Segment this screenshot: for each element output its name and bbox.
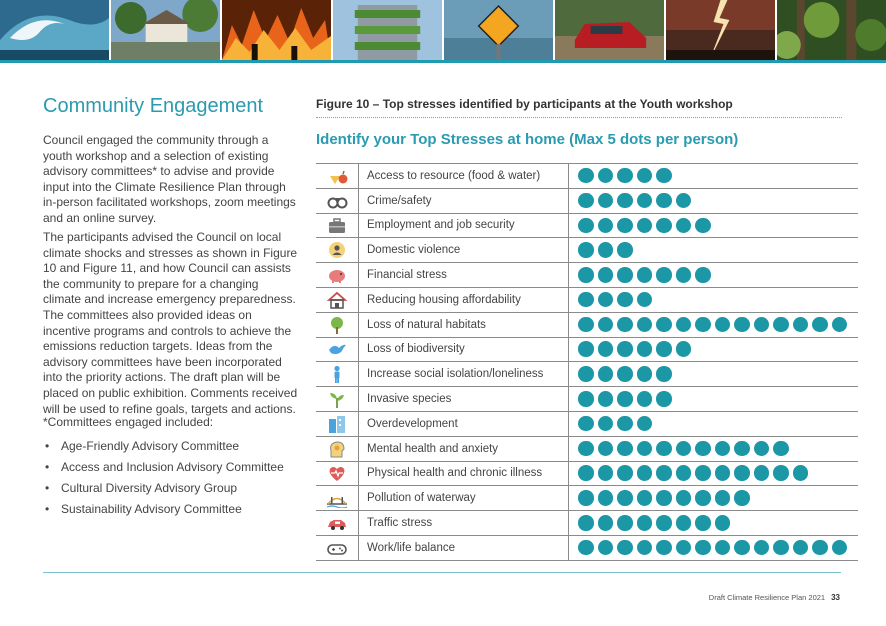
- vote-dot: [637, 416, 653, 432]
- vote-dot: [695, 515, 711, 531]
- row-icon-cell: [316, 511, 359, 536]
- table-row: [316, 486, 858, 511]
- page-number: 33: [831, 593, 840, 602]
- vote-dot: [578, 515, 594, 531]
- stress-label: Financial stress: [359, 263, 569, 288]
- page-footer: [709, 593, 840, 602]
- table-row: [316, 535, 858, 560]
- stress-label: Loss of biodiversity: [359, 337, 569, 362]
- stress-label: Crime/safety: [359, 188, 569, 213]
- row-icon-cell: [316, 337, 359, 362]
- row-icon-cell: [316, 164, 359, 189]
- banner-photo-bushfire: [222, 0, 333, 60]
- vote-dot: [715, 490, 731, 506]
- vote-dot: [578, 366, 594, 382]
- stress-label: Mental health and anxiety: [359, 436, 569, 461]
- table-row: [316, 411, 858, 436]
- vote-dot: [656, 391, 672, 407]
- dot-votes: [569, 362, 859, 387]
- banner-photo-flooded-car: [555, 0, 666, 60]
- vote-dot: [617, 267, 633, 283]
- vote-dot: [598, 366, 614, 382]
- vote-dot: [695, 267, 711, 283]
- vote-dot: [676, 441, 692, 457]
- bird-icon: [326, 339, 348, 359]
- vote-dot: [617, 515, 633, 531]
- vote-dot: [656, 267, 672, 283]
- vote-dot: [754, 540, 770, 556]
- banner-accent-line: [0, 60, 886, 63]
- table-row: [316, 287, 858, 312]
- vote-dot: [578, 490, 594, 506]
- vote-dot: [598, 490, 614, 506]
- tree-icon: [326, 315, 348, 335]
- row-icon-cell: [316, 535, 359, 560]
- stress-label: Invasive species: [359, 387, 569, 412]
- stress-label: Traffic stress: [359, 511, 569, 536]
- stress-label: Work/life balance: [359, 535, 569, 560]
- vote-dot: [617, 391, 633, 407]
- vote-dot: [617, 193, 633, 209]
- vote-dot: [598, 341, 614, 357]
- stress-table: [316, 163, 858, 561]
- vote-dot: [578, 341, 594, 357]
- vote-dot: [793, 540, 809, 556]
- banner-photo-flooded-road-sign: [444, 0, 555, 60]
- vote-dot: [637, 292, 653, 308]
- stress-label: Physical health and chronic illness: [359, 461, 569, 486]
- vote-dot: [617, 416, 633, 432]
- vote-dot: [598, 416, 614, 432]
- vote-dot: [832, 540, 848, 556]
- table-row: [316, 312, 858, 337]
- vote-dot: [695, 317, 711, 333]
- vote-dot: [695, 218, 711, 234]
- vote-dot: [695, 441, 711, 457]
- banner-photo-forest: [777, 0, 886, 60]
- list-item: • Age-Friendly Advisory Committee: [43, 438, 284, 459]
- vote-dot: [637, 267, 653, 283]
- dot-votes: [569, 387, 859, 412]
- row-icon-cell: [316, 188, 359, 213]
- vote-dot: [578, 465, 594, 481]
- vote-dot: [617, 341, 633, 357]
- table-row: [316, 436, 858, 461]
- list-item: • Cultural Diversity Advisory Group: [43, 480, 284, 501]
- dot-votes: [569, 213, 859, 238]
- vote-dot: [656, 490, 672, 506]
- engagement-paragraph-1: Council engaged the community through a youth workshop and a selection of existing advisory committees* to advise and provide input into the Climate Resilience Plan through in-person facilitated workshops, zoom meetings and an online survey.: [43, 133, 296, 225]
- vote-dot: [637, 540, 653, 556]
- house-icon: [326, 290, 348, 310]
- table-row: [316, 238, 858, 263]
- vote-dot: [637, 317, 653, 333]
- vote-dot: [734, 540, 750, 556]
- dot-votes: [569, 486, 859, 511]
- list-item: • Sustainability Advisory Committee: [43, 501, 284, 522]
- piggy-bank-icon: [326, 265, 348, 285]
- vote-dot: [676, 490, 692, 506]
- vote-dot: [773, 441, 789, 457]
- vote-dot: [656, 193, 672, 209]
- vote-dot: [617, 168, 633, 184]
- chart-title: Identify your Top Stresses at home (Max 5 dots per person): [316, 131, 739, 148]
- table-row: [316, 164, 858, 189]
- vote-dot: [695, 540, 711, 556]
- vote-dot: [598, 465, 614, 481]
- vote-dot: [676, 317, 692, 333]
- vote-dot: [617, 317, 633, 333]
- dot-votes: [569, 411, 859, 436]
- vote-dot: [812, 540, 828, 556]
- dot-votes: [569, 312, 859, 337]
- vote-dot: [656, 341, 672, 357]
- person-circle-icon: [326, 240, 348, 260]
- vote-dot: [715, 317, 731, 333]
- vote-dot: [598, 242, 614, 258]
- vote-dot: [754, 465, 770, 481]
- table-row: [316, 461, 858, 486]
- row-icon-cell: [316, 486, 359, 511]
- table-row: [316, 337, 858, 362]
- vote-dot: [578, 218, 594, 234]
- vote-dot: [578, 441, 594, 457]
- sprout-icon: [326, 389, 348, 409]
- vote-dot: [656, 465, 672, 481]
- vote-dot: [637, 193, 653, 209]
- vote-dot: [637, 441, 653, 457]
- stress-label: Domestic violence: [359, 238, 569, 263]
- vote-dot: [617, 441, 633, 457]
- briefcase-icon: [326, 215, 348, 235]
- vote-dot: [637, 515, 653, 531]
- vote-dot: [754, 317, 770, 333]
- vote-dot: [656, 317, 672, 333]
- dot-votes: [569, 287, 859, 312]
- vote-dot: [598, 193, 614, 209]
- vote-dot: [598, 292, 614, 308]
- vote-dot: [695, 465, 711, 481]
- car-icon: [326, 513, 348, 533]
- head-icon: [326, 439, 348, 459]
- vote-dot: [617, 540, 633, 556]
- handcuffs-icon: [326, 191, 348, 211]
- vote-dot: [715, 515, 731, 531]
- banner-photo-green-building: [333, 0, 444, 60]
- engagement-paragraph-2: The participants advised the Council on local climate shocks and stresses as shown in Figure 10 and Figure 11, and how Council can assists the community to prepare for a changing climate and increase emergency preparedness. The committees also provided ideas on incentive programs and controls to achieve the emissions reduction targets. Ideas from the advisory committees have been incorporated into the priority actions. The draft plan will be placed on public exhibition. Comments received will be used to refine goals, targets and actions.: [43, 230, 298, 416]
- vote-dot: [578, 168, 594, 184]
- figure-title: Figure 10 – Top stresses identified by participants at the Youth workshop: [316, 97, 733, 111]
- row-icon-cell: [316, 387, 359, 412]
- row-icon-cell: [316, 461, 359, 486]
- vote-dot: [598, 540, 614, 556]
- vote-dot: [637, 341, 653, 357]
- vote-dot: [637, 168, 653, 184]
- row-icon-cell: [316, 213, 359, 238]
- bridge-icon: [326, 488, 348, 508]
- vote-dot: [773, 465, 789, 481]
- vote-dot: [598, 391, 614, 407]
- person-icon: [326, 364, 348, 384]
- vote-dot: [637, 465, 653, 481]
- vote-dot: [617, 490, 633, 506]
- vote-dot: [793, 317, 809, 333]
- vote-dot: [617, 218, 633, 234]
- vote-dot: [676, 465, 692, 481]
- dot-votes: [569, 263, 859, 288]
- dot-votes: [569, 238, 859, 263]
- vote-dot: [578, 193, 594, 209]
- vote-dot: [578, 416, 594, 432]
- list-item: • Access and Inclusion Advisory Committee: [43, 459, 284, 480]
- vote-dot: [734, 441, 750, 457]
- stress-label: Loss of natural habitats: [359, 312, 569, 337]
- vote-dot: [715, 465, 731, 481]
- gamepad-icon: [326, 538, 348, 558]
- vote-dot: [812, 317, 828, 333]
- vote-dot: [832, 317, 848, 333]
- vote-dot: [637, 490, 653, 506]
- vote-dot: [715, 441, 731, 457]
- row-icon-cell: [316, 263, 359, 288]
- table-row: [316, 362, 858, 387]
- vote-dot: [578, 540, 594, 556]
- stress-label: Access to resource (food & water): [359, 164, 569, 189]
- vote-dot: [656, 441, 672, 457]
- dot-votes: [569, 337, 859, 362]
- vote-dot: [637, 391, 653, 407]
- vote-dot: [754, 441, 770, 457]
- vote-dot: [617, 292, 633, 308]
- dot-votes: [569, 164, 859, 189]
- committees-intro: *Committees engaged included:: [43, 415, 214, 429]
- heart-icon: [326, 463, 348, 483]
- committees-list: [43, 438, 284, 522]
- vote-dot: [617, 242, 633, 258]
- vote-dot: [578, 292, 594, 308]
- vote-dot: [773, 540, 789, 556]
- row-icon-cell: [316, 238, 359, 263]
- vote-dot: [578, 242, 594, 258]
- vote-dot: [637, 366, 653, 382]
- vote-dot: [715, 540, 731, 556]
- vote-dot: [598, 441, 614, 457]
- vote-dot: [598, 267, 614, 283]
- buildings-icon: [326, 414, 348, 434]
- table-row: [316, 511, 858, 536]
- stress-label: Pollution of waterway: [359, 486, 569, 511]
- vote-dot: [578, 391, 594, 407]
- vote-dot: [676, 193, 692, 209]
- stress-label: Overdevelopment: [359, 411, 569, 436]
- food-icon: [326, 166, 348, 186]
- vote-dot: [598, 168, 614, 184]
- vote-dot: [578, 317, 594, 333]
- dot-votes: [569, 511, 859, 536]
- vote-dot: [676, 515, 692, 531]
- table-row: [316, 263, 858, 288]
- footer-divider: [43, 572, 841, 573]
- banner-photo-wave: [0, 0, 111, 60]
- vote-dot: [598, 218, 614, 234]
- table-row: [316, 213, 858, 238]
- table-row: [316, 387, 858, 412]
- table-row: [316, 188, 858, 213]
- dot-votes: [569, 436, 859, 461]
- row-icon-cell: [316, 362, 359, 387]
- row-icon-cell: [316, 411, 359, 436]
- vote-dot: [676, 540, 692, 556]
- dot-votes: [569, 188, 859, 213]
- vote-dot: [598, 515, 614, 531]
- vote-dot: [617, 465, 633, 481]
- dot-votes: [569, 535, 859, 560]
- figure-divider: [316, 117, 842, 118]
- vote-dot: [637, 218, 653, 234]
- vote-dot: [617, 366, 633, 382]
- vote-dot: [656, 540, 672, 556]
- row-icon-cell: [316, 312, 359, 337]
- vote-dot: [656, 366, 672, 382]
- vote-dot: [578, 267, 594, 283]
- row-icon-cell: [316, 436, 359, 461]
- vote-dot: [734, 317, 750, 333]
- footer-doc-title: Draft Climate Resilience Plan 2021: [708, 593, 826, 602]
- vote-dot: [676, 218, 692, 234]
- page-title: Community Engagement: [43, 95, 264, 117]
- vote-dot: [793, 465, 809, 481]
- stress-label: Reducing housing affordability: [359, 287, 569, 312]
- banner-photo-flood-house: [111, 0, 222, 60]
- stress-label: Increase social isolation/loneliness: [359, 362, 569, 387]
- vote-dot: [695, 490, 711, 506]
- vote-dot: [676, 341, 692, 357]
- photo-banner: [0, 0, 886, 60]
- vote-dot: [734, 465, 750, 481]
- stress-label: Employment and job security: [359, 213, 569, 238]
- banner-photo-lightning: [666, 0, 777, 60]
- dot-votes: [569, 461, 859, 486]
- row-icon-cell: [316, 287, 359, 312]
- vote-dot: [656, 218, 672, 234]
- vote-dot: [598, 317, 614, 333]
- vote-dot: [656, 515, 672, 531]
- vote-dot: [773, 317, 789, 333]
- vote-dot: [656, 168, 672, 184]
- vote-dot: [734, 490, 750, 506]
- vote-dot: [676, 267, 692, 283]
